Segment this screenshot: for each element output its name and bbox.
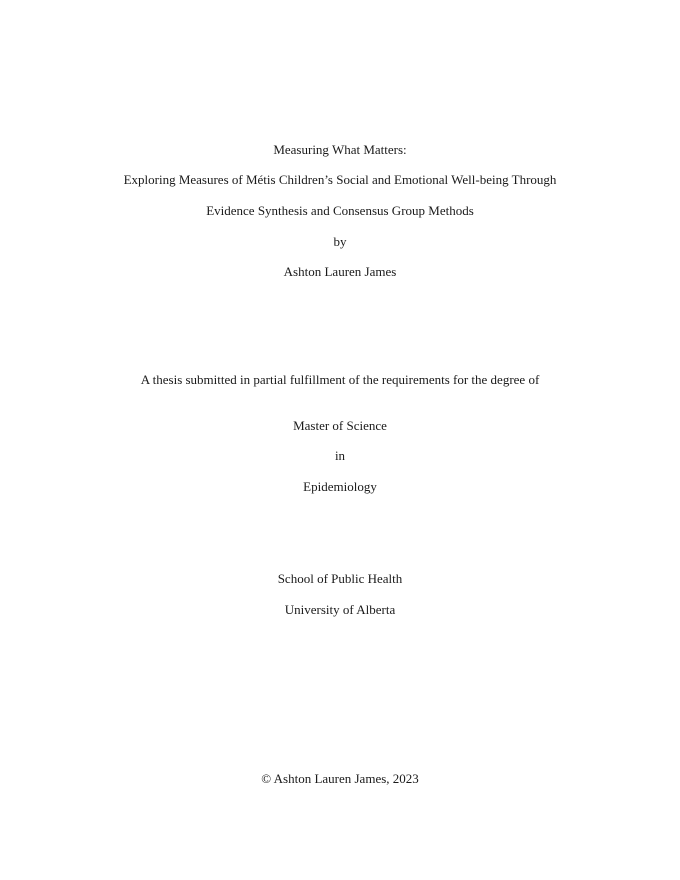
degree-name: Master of Science bbox=[293, 418, 387, 433]
field-of-study: Epidemiology bbox=[303, 479, 377, 494]
author-name: Ashton Lauren James bbox=[283, 264, 397, 279]
by-label: by bbox=[333, 234, 347, 249]
school-name: School of Public Health bbox=[277, 571, 403, 586]
submission-statement: A thesis submitted in partial fulfillment of the requirements for the degree of bbox=[140, 372, 540, 387]
thesis-title-line-2: Exploring Measures of Métis Children’s Social and Emotional Well-being Through bbox=[123, 172, 557, 187]
in-label: in bbox=[334, 448, 346, 463]
thesis-title-line-1: Measuring What Matters: bbox=[273, 142, 407, 157]
university-name: University of Alberta bbox=[284, 602, 396, 617]
copyright-notice: © Ashton Lauren James, 2023 bbox=[261, 771, 419, 786]
thesis-title-line-3: Evidence Synthesis and Consensus Group Methods bbox=[206, 203, 474, 218]
